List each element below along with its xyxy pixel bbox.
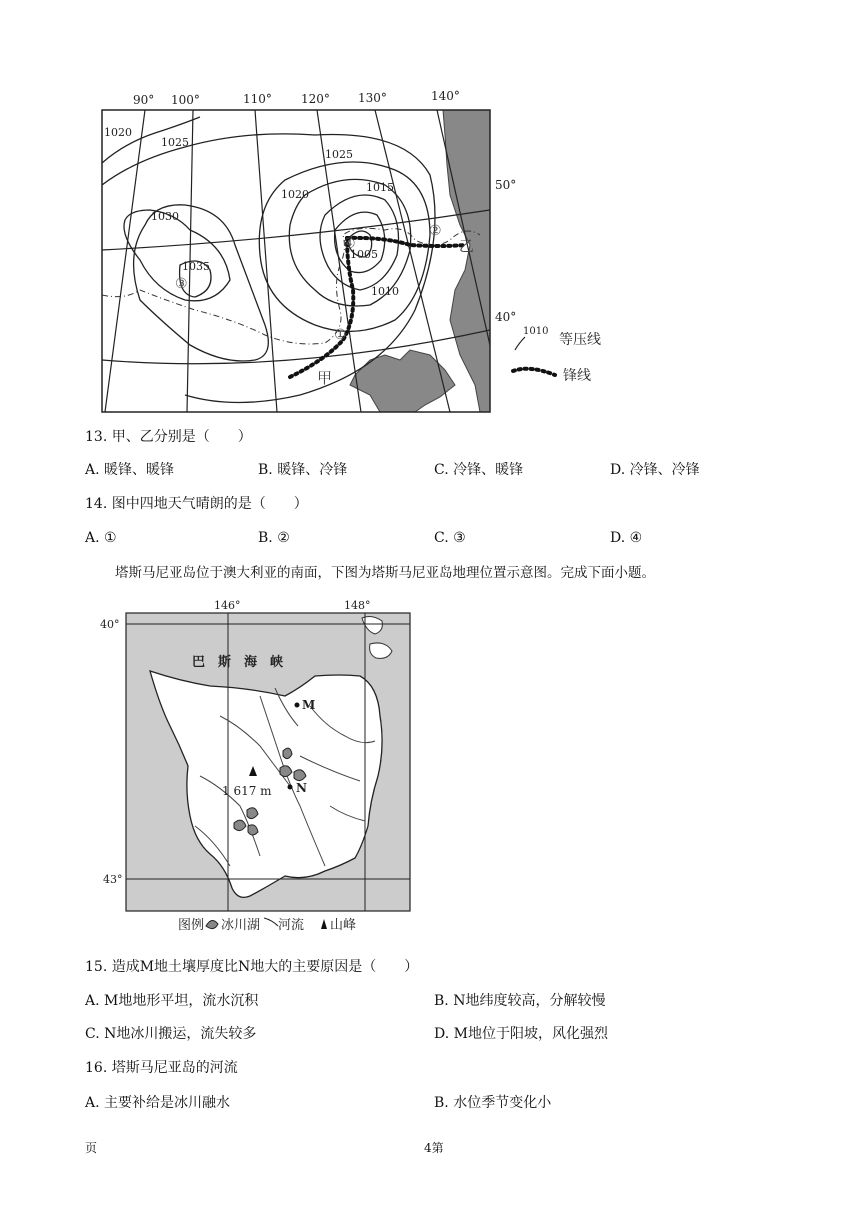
q15-option-c[interactable]: C. N地冰川搬运，流失较多: [85, 1026, 257, 1042]
tasmania-map-svg: [100, 596, 430, 941]
question-14-stem: 14. 图中四地天气晴朗的是（ ）: [85, 496, 308, 512]
lon-label: 140°: [431, 89, 460, 103]
point-n-label: N: [296, 781, 307, 795]
lon-label: 146°: [214, 599, 241, 612]
footer-page-number: 4第: [424, 1141, 444, 1155]
isobar-value: 1030: [151, 210, 179, 223]
question-13-stem: 13. 甲、乙分别是（ ）: [85, 429, 252, 445]
point-label-4: ④: [343, 236, 356, 252]
lon-label: 120°: [301, 92, 330, 106]
isobar-value: 1020: [104, 126, 132, 139]
river-icon: [264, 918, 278, 926]
isobar-value: 1035: [182, 260, 210, 273]
q13-option-b[interactable]: B. 暖锋、冷锋: [258, 462, 348, 478]
legend-isobar-label: 等压线: [559, 332, 601, 348]
lon-label: 130°: [358, 91, 387, 105]
isobar-value: 1015: [366, 181, 394, 194]
lat-label: 43°: [103, 873, 123, 886]
isobar-value: 1025: [161, 136, 189, 149]
q14-option-c[interactable]: C. ③: [434, 530, 466, 546]
peak-elevation: 1 617 m: [222, 784, 272, 798]
lat-label: 40°: [100, 618, 120, 631]
q14-option-b[interactable]: B. ②: [258, 530, 290, 546]
question-16-stem: 16. 塔斯马尼亚岛的河流: [85, 1060, 238, 1076]
lat-label: 50°: [495, 178, 517, 192]
passage-intro: 塔斯马尼亚岛位于澳大利亚的南面，下图为塔斯马尼亚岛地理位置示意图。完成下面小题。: [115, 565, 655, 581]
point-n-dot: [288, 785, 293, 790]
q13-option-c[interactable]: C. 冷锋、暖锋: [434, 462, 524, 478]
legend-lake: 冰川湖: [221, 918, 261, 933]
peak-icon: [321, 919, 327, 929]
point-label-1: ①: [334, 327, 347, 343]
q15-option-d[interactable]: D. M地位于阳坡，风化强烈: [434, 1026, 608, 1042]
weather-map: [85, 85, 625, 420]
q16-option-a[interactable]: A. 主要补给是冰川融水: [85, 1095, 231, 1111]
q16-option-b[interactable]: B. 水位季节变化小: [434, 1095, 552, 1111]
q13-option-a[interactable]: A. 暖锋、暖锋: [85, 462, 175, 478]
point-m-dot: [295, 703, 300, 708]
isobar-value: 1010: [371, 285, 399, 298]
tasmania-map: [100, 596, 430, 941]
front-label-jia: 甲: [317, 369, 333, 387]
point-m-label: M: [302, 698, 316, 712]
legend-front-label: 锋线: [563, 368, 591, 384]
q15-option-b[interactable]: B. N地纬度较高，分解较慢: [434, 993, 606, 1009]
map2-legend: [178, 917, 356, 933]
lon-label: 90°: [133, 93, 155, 107]
lon-label: 110°: [243, 92, 272, 106]
weather-map-svg: [85, 85, 625, 420]
legend-river: 河流: [278, 918, 305, 933]
q13-option-d[interactable]: D. 冷锋、冷锋: [610, 462, 700, 478]
strait-label: 巴 斯 海 峡: [192, 655, 284, 670]
q14-option-d[interactable]: D. ④: [610, 530, 643, 546]
map1-legend: [513, 326, 601, 384]
front-label-yi: 乙: [459, 237, 475, 255]
q15-option-a[interactable]: A. M地地形平坦，流水沉积: [85, 993, 259, 1009]
isobar-value: 1005: [350, 248, 378, 261]
footer-left: 页: [85, 1141, 98, 1155]
point-label-3: ③: [175, 276, 188, 292]
question-15-stem: 15. 造成M地土壤厚度比N地大的主要原因是（ ）: [85, 959, 419, 975]
legend-isobar-value: 1010: [523, 326, 549, 337]
point-label-2: ②: [429, 223, 442, 239]
legend-title: 图例: [178, 918, 205, 933]
isobar-value: 1025: [325, 148, 353, 161]
isobar-value: 1020: [281, 188, 309, 201]
glacial-lake-icon: [206, 920, 218, 928]
q14-option-a[interactable]: A. ①: [85, 530, 117, 546]
legend-peak: 山峰: [330, 918, 357, 933]
lon-label: 100°: [171, 93, 200, 107]
lat-label: 40°: [495, 310, 517, 324]
lon-label: 148°: [344, 599, 371, 612]
